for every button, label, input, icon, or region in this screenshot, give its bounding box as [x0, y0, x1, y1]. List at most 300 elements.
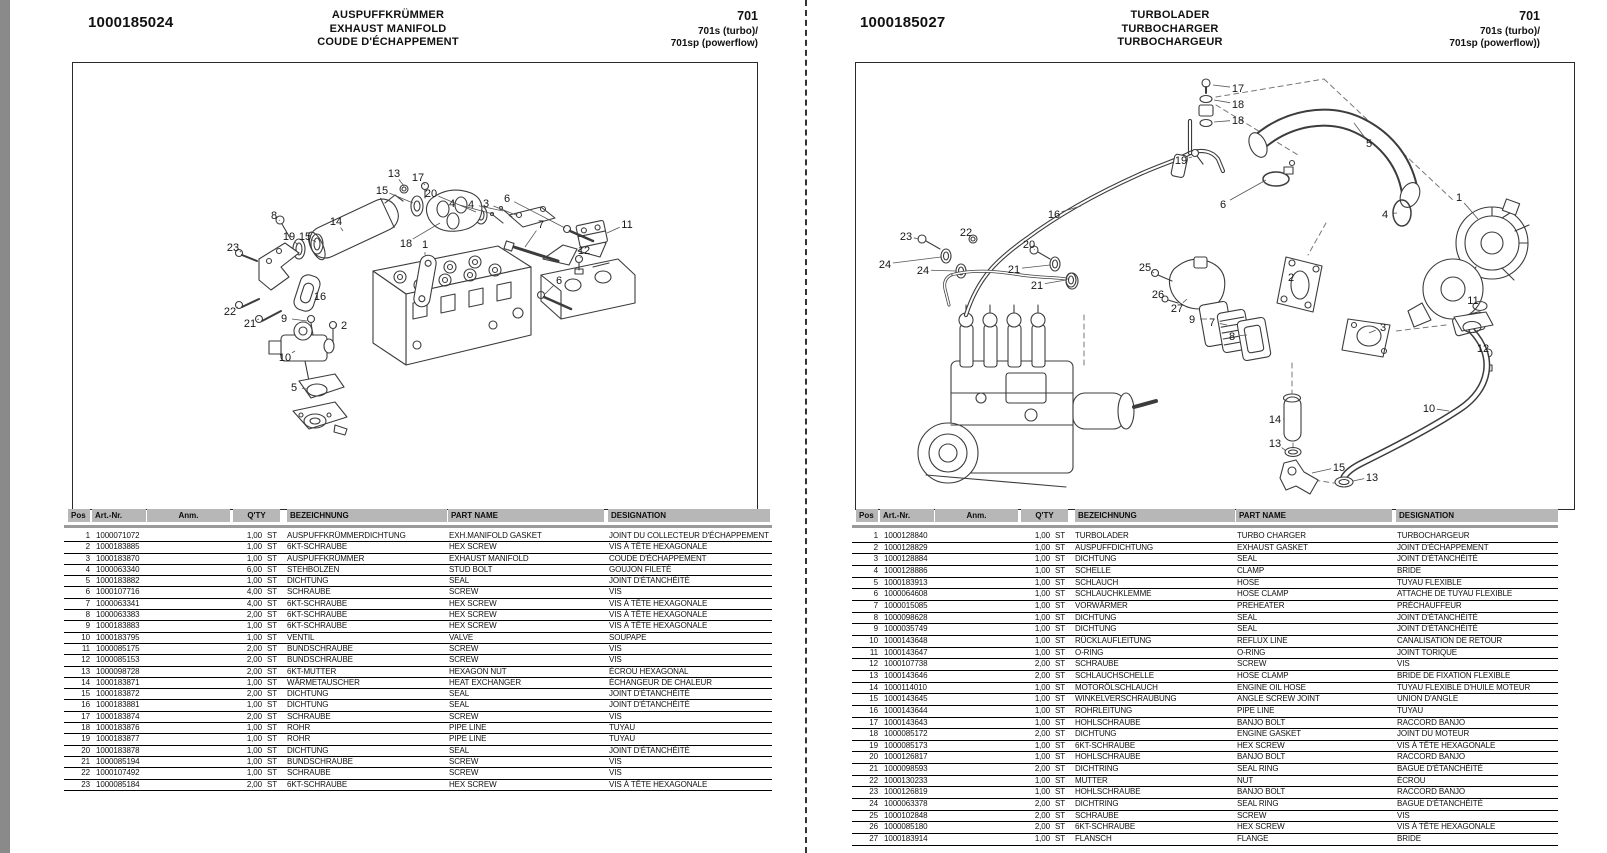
table-row	[852, 543, 1558, 555]
table-row	[64, 610, 772, 621]
qty-cell: 1,00	[1034, 775, 1050, 785]
callout-label: 19	[1174, 155, 1188, 167]
bezeichnung-cell: 6KT-SCHRAUBE	[287, 779, 348, 789]
qty-cell: 1,00	[1034, 577, 1050, 587]
pos-cell: 2	[85, 542, 90, 552]
column-header-designation: DESIGNATION	[1396, 509, 1558, 522]
callout-label: 20	[424, 188, 438, 200]
artnr-cell: 1000183874	[96, 711, 140, 721]
designation-cell: JOINT D'ÉTANCHÉITÉ	[609, 689, 690, 699]
pos-cell: 26	[869, 822, 878, 832]
unit-cell: ST	[267, 564, 278, 574]
designation-cell: VIS À TÊTE HEXAGONALE	[609, 621, 708, 631]
partname-cell: STUD BOLT	[449, 564, 493, 574]
designation-cell: JOINT D'ÉCHAPPEMENT	[1397, 542, 1489, 552]
table-row	[64, 780, 772, 791]
artnr-cell: 1000183913	[884, 577, 928, 587]
designation-cell: ÉCROU HEXAGONAL	[609, 666, 689, 676]
artnr-cell: 1000098593	[884, 764, 928, 774]
unit-cell: ST	[267, 723, 278, 733]
callout-label: 17	[1231, 83, 1245, 95]
partname-cell: SEAL	[1237, 554, 1258, 564]
qty-cell: 1,00	[1034, 787, 1050, 797]
qty-cell: 1,00	[1034, 705, 1050, 715]
bezeichnung-cell: DICHTUNG	[287, 576, 329, 586]
table-header-row	[64, 509, 772, 522]
table-row	[852, 613, 1558, 625]
table-row	[852, 729, 1558, 741]
designation-cell: ÉCHANGEUR DE CHALEUR	[609, 677, 712, 687]
table-row	[64, 633, 772, 644]
qty-cell: 2,00	[246, 689, 262, 699]
pos-cell: 8	[873, 612, 878, 622]
callout-label: 2	[1287, 272, 1295, 284]
bezeichnung-cell: DICHTUNG	[1075, 729, 1117, 739]
pos-cell: 12	[869, 659, 878, 669]
artnr-cell: 1000183870	[96, 553, 140, 563]
qty-cell: 1,00	[1034, 647, 1050, 657]
designation-cell: GOUJON FILETÉ	[609, 564, 672, 574]
table-row	[64, 667, 772, 678]
callout-label: 22	[223, 306, 237, 318]
qty-cell: 1,00	[1034, 635, 1050, 645]
artnr-cell: 1000063383	[96, 610, 140, 620]
model-line-2: 701sp (powerflow)	[670, 38, 758, 49]
artnr-cell: 1000085153	[96, 655, 140, 665]
designation-cell: VIS	[1397, 659, 1410, 669]
artnr-cell: 1000183795	[96, 632, 140, 642]
callout-label: 12	[577, 245, 591, 257]
bezeichnung-cell: BUNDSCHRAUBE	[287, 756, 353, 766]
diagram-art	[236, 183, 636, 436]
qty-cell: 1,00	[1034, 542, 1050, 552]
partname-cell: SEAL	[1237, 624, 1258, 634]
artnr-cell: 1000085173	[884, 740, 928, 750]
pos-cell: 3	[85, 553, 90, 563]
header-rule	[852, 525, 1558, 528]
partname-cell: HEX SCREW	[449, 542, 497, 552]
artnr-cell: 1000098628	[884, 612, 928, 622]
artnr-cell: 1000102848	[884, 810, 928, 820]
qty-cell: 2,00	[246, 711, 262, 721]
pos-cell: 2	[873, 542, 878, 552]
qty-cell: 4,00	[246, 587, 262, 597]
table-row	[852, 601, 1558, 613]
pos-cell: 7	[873, 600, 878, 610]
pos-cell: 23	[81, 779, 90, 789]
artnr-cell: 1000107738	[884, 659, 928, 669]
exploded-diagram-exhaust-manifold	[72, 62, 758, 510]
designation-cell: VIS À TÊTE HEXAGONALE	[609, 779, 708, 789]
unit-cell: ST	[1055, 705, 1066, 715]
qty-cell: 1,00	[1034, 589, 1050, 599]
bezeichnung-cell: DICHTUNG	[287, 745, 329, 755]
table-row	[852, 589, 1558, 601]
unit-cell: ST	[267, 587, 278, 597]
column-header-qty: Q'TY	[233, 509, 280, 522]
bezeichnung-cell: AUSPUFFDICHTUNG	[1075, 542, 1154, 552]
callout-label: 26	[1151, 289, 1165, 301]
qty-cell: 1,00	[246, 632, 262, 642]
bezeichnung-cell: O-RING	[1075, 647, 1104, 657]
bezeichnung-cell: 6KT-SCHRAUBE	[287, 610, 348, 620]
unit-cell: ST	[267, 655, 278, 665]
partname-cell: PIPE LINE	[1237, 705, 1275, 715]
artnr-cell: 1000085175	[96, 643, 140, 653]
pos-cell: 13	[81, 666, 90, 676]
bezeichnung-cell: SCHRAUBE	[287, 768, 331, 778]
unit-cell: ST	[267, 531, 278, 540]
unit-cell: ST	[267, 711, 278, 721]
partname-cell: PIPE LINE	[449, 723, 487, 733]
partname-cell: SEAL RING	[1237, 799, 1279, 809]
bezeichnung-cell: 6KT-SCHRAUBE	[1075, 822, 1136, 832]
artnr-cell: 1000126819	[884, 787, 928, 797]
unit-cell: ST	[1055, 682, 1066, 692]
pos-cell: 1	[873, 531, 878, 540]
callout-leader-line	[931, 270, 956, 271]
bezeichnung-cell: BUNDSCHRAUBE	[287, 643, 353, 653]
qty-cell: 1,00	[1034, 717, 1050, 727]
artnr-cell: 1000126817	[884, 752, 928, 762]
artnr-cell: 1000063340	[96, 564, 140, 574]
artnr-cell: 1000064608	[884, 589, 928, 599]
pos-cell: 5	[85, 576, 90, 586]
table-row	[852, 834, 1558, 846]
partname-cell: PREHEATER	[1237, 600, 1285, 610]
pos-cell: 21	[869, 764, 878, 774]
partname-cell: SCREW	[449, 711, 479, 721]
artnr-cell: 1000183872	[96, 689, 140, 699]
callout-label: 3	[1379, 322, 1387, 334]
designation-cell: BRIDE	[1397, 834, 1421, 844]
callout-label: 9	[280, 313, 288, 325]
pos-cell: 18	[81, 723, 90, 733]
artnr-cell: 1000128886	[884, 565, 928, 575]
artnr-cell: 1000183876	[96, 723, 140, 733]
bezeichnung-cell: ROHRLEITUNG	[1075, 705, 1133, 715]
bezeichnung-cell: AUSPUFFKRÜMMERDICHTUNG	[287, 531, 406, 540]
table-row	[852, 706, 1558, 718]
designation-cell: JOINT D'ÉTANCHÉITÉ	[609, 745, 690, 755]
unit-cell: ST	[267, 756, 278, 766]
bezeichnung-cell: DICHTUNG	[1075, 612, 1117, 622]
bezeichnung-cell: 6KT-SCHRAUBE	[1075, 740, 1136, 750]
page-divider-dashed-line	[805, 0, 807, 853]
bezeichnung-cell: HOHLSCHRAUBE	[1075, 717, 1141, 727]
partname-cell: SEAL	[449, 689, 470, 699]
pos-cell: 14	[869, 682, 878, 692]
designation-cell: JOINT DU COLLECTEUR D'ÉCHAPPEMENT	[609, 531, 769, 540]
designation-cell: RACCORD BANJO	[1397, 717, 1466, 727]
qty-cell: 1,00	[1034, 531, 1050, 540]
pos-cell: 18	[869, 729, 878, 739]
table-row	[64, 723, 772, 734]
callout-label: 5	[290, 382, 298, 394]
unit-cell: ST	[267, 779, 278, 789]
callout-leader-line	[1189, 157, 1192, 158]
diagram-svg	[73, 63, 757, 509]
partname-cell: EXHAUST MANIFOLD	[449, 553, 529, 563]
bezeichnung-cell: DICHTUNG	[287, 689, 329, 699]
unit-cell: ST	[267, 768, 278, 778]
partname-cell: SCREW	[449, 655, 479, 665]
callout-leader-line	[1022, 265, 1050, 268]
diagram-art	[918, 79, 1529, 494]
callout-label: 22	[959, 227, 973, 239]
callout-label: 8	[270, 210, 278, 222]
table-row	[64, 746, 772, 757]
callout-label: 10	[1422, 403, 1436, 415]
partname-cell: HEX SCREW	[449, 610, 497, 620]
designation-cell: VIS	[609, 756, 622, 766]
partname-cell: SEAL	[449, 576, 470, 586]
table-row	[64, 712, 772, 723]
partname-cell: NUT	[1237, 775, 1254, 785]
model-line-2: 701sp (powerflow))	[1449, 38, 1540, 49]
artnr-cell: 1000107492	[96, 768, 140, 778]
designation-cell: VIS À TÊTE HEXAGONALE	[609, 610, 708, 620]
partname-cell: SEAL	[1237, 612, 1258, 622]
qty-cell: 1,00	[1034, 554, 1050, 564]
callout-leader-line	[1045, 280, 1066, 284]
partname-cell: HOSE	[1237, 577, 1260, 587]
unit-cell: ST	[1055, 799, 1066, 809]
designation-cell: BAGUE D'ÉTANCHÉITÉ	[1397, 764, 1483, 774]
bezeichnung-cell: SCHRAUBE	[287, 587, 331, 597]
bezeichnung-cell: 6KT-SCHRAUBE	[287, 542, 348, 552]
callout-leader-line	[279, 220, 280, 221]
artnr-cell: 1000130233	[884, 775, 928, 785]
qty-cell: 1,00	[1034, 624, 1050, 634]
designation-cell: CANALISATION DE RETOUR	[1397, 635, 1503, 645]
designation-cell: ÉCROU	[1397, 775, 1426, 785]
qty-cell: 2,00	[1034, 670, 1050, 680]
callout-label: 9	[1188, 314, 1196, 326]
partname-cell: HEX SCREW	[1237, 740, 1285, 750]
page-number-block-left	[558, 9, 758, 50]
designation-cell: JOINT DU MOTEUR	[1397, 729, 1470, 739]
designation-cell: VIS	[609, 587, 622, 597]
model-line-1: 701s (turbo)/	[697, 26, 758, 37]
artnr-cell: 1000085172	[884, 729, 928, 739]
callout-leader-line	[1312, 469, 1331, 473]
designation-cell: JOINT D'ÉTANCHÉITÉ	[609, 576, 690, 586]
callout-label: 25	[1138, 262, 1152, 274]
unit-cell: ST	[267, 621, 278, 631]
pos-cell: 15	[81, 689, 90, 699]
pos-cell: 24	[869, 799, 878, 809]
callout-leader-line	[493, 206, 516, 215]
bezeichnung-cell: DICHTUNG	[1075, 624, 1117, 634]
artnr-cell: 1000035749	[884, 624, 928, 634]
designation-cell: BRIDE DE FIXATION FLEXIBLE	[1397, 670, 1511, 680]
bezeichnung-cell: WINKELVERSCHRAUBUNG	[1075, 694, 1177, 704]
callout-leader-line	[413, 223, 440, 239]
callout-label: 6	[1219, 199, 1227, 211]
partname-cell: PIPE LINE	[449, 734, 487, 744]
table-row	[852, 578, 1558, 590]
unit-cell: ST	[1055, 565, 1066, 575]
unit-cell: ST	[267, 598, 278, 608]
partname-cell: HEX SCREW	[449, 779, 497, 789]
pos-cell: 13	[869, 670, 878, 680]
designation-cell: TURBOCHARGEUR	[1397, 531, 1470, 540]
unit-cell: ST	[267, 745, 278, 755]
bezeichnung-cell: TURBOLADER	[1075, 531, 1129, 540]
unit-cell: ST	[1055, 822, 1066, 832]
bezeichnung-cell: SCHLAUCHSCHELLE	[1075, 670, 1154, 680]
partname-cell: BANJO BOLT	[1237, 752, 1286, 762]
partname-cell: EXH.MANIFOLD GASKET	[449, 531, 542, 540]
unit-cell: ST	[1055, 554, 1066, 564]
callout-label: 11	[621, 219, 633, 231]
column-header-qty: Q'TY	[1021, 509, 1068, 522]
table-row	[64, 689, 772, 700]
pos-cell: 19	[869, 740, 878, 750]
partname-cell: HEXAGON NUT	[449, 666, 507, 676]
column-header-bezeichnung: BEZEICHNUNG	[1075, 509, 1235, 522]
callout-leader-line	[1437, 409, 1449, 411]
partname-cell: HOSE CLAMP	[1237, 589, 1289, 599]
qty-cell: 1,00	[246, 756, 262, 766]
bezeichnung-cell: SCHRAUBE	[287, 711, 331, 721]
partname-cell: ANGLE SCREW JOINT	[1237, 694, 1320, 704]
callout-leader-line	[240, 251, 241, 252]
pos-cell: 5	[873, 577, 878, 587]
unit-cell: ST	[267, 610, 278, 620]
qty-cell: 2,00	[1034, 822, 1050, 832]
qty-cell: 2,00	[1034, 799, 1050, 809]
callout-leader-line	[1282, 448, 1285, 450]
callout-label: 1	[421, 239, 429, 251]
bezeichnung-cell: RÜCKLAUFLEITUNG	[1075, 635, 1152, 645]
callout-label: 13	[387, 168, 401, 180]
qty-cell: 1,00	[246, 745, 262, 755]
partname-cell: HEX SCREW	[449, 621, 497, 631]
callout-label: 21	[243, 318, 257, 330]
page-number: 701	[737, 9, 758, 23]
callout-label: 16	[313, 291, 327, 303]
partname-cell: FLANGE	[1237, 834, 1269, 844]
unit-cell: ST	[1055, 740, 1066, 750]
artnr-cell: 1000128829	[884, 542, 928, 552]
callout-label: 10	[278, 352, 292, 364]
qty-cell: 1,00	[1034, 740, 1050, 750]
table-row	[852, 822, 1558, 834]
callout-label: 13	[1365, 472, 1379, 484]
designation-cell: ATTACHE DE TUYAU FLEXIBLE	[1397, 589, 1513, 599]
pos-cell: 1	[85, 531, 90, 540]
pos-cell: 10	[81, 632, 90, 642]
artnr-cell: 1000183885	[96, 542, 140, 552]
partname-cell: EXHAUST GASKET	[1237, 542, 1308, 552]
callout-leader-line	[1214, 100, 1230, 103]
designation-cell: VIS À TÊTE HEXAGONALE	[1397, 822, 1496, 832]
callout-leader-line	[525, 231, 536, 247]
scan-edge-strip	[0, 0, 10, 853]
callout-label: 18	[1231, 99, 1245, 111]
callout-label: 4	[1381, 209, 1389, 221]
designation-cell: VIS À TÊTE HEXAGONALE	[1397, 740, 1496, 750]
table-row	[64, 599, 772, 610]
artnr-cell: 1000071072	[96, 531, 140, 540]
callout-label: 23	[899, 231, 913, 243]
table-row	[852, 554, 1558, 566]
bezeichnung-cell: ROHR	[287, 723, 311, 733]
artnr-cell: 1000143648	[884, 635, 928, 645]
bezeichnung-cell: DICHTUNG	[1075, 554, 1117, 564]
pos-cell: 20	[869, 752, 878, 762]
qty-cell: 2,00	[1034, 810, 1050, 820]
qty-cell: 1,00	[246, 621, 262, 631]
unit-cell: ST	[267, 632, 278, 642]
callout-label: 27	[1170, 303, 1184, 315]
pos-cell: 20	[81, 745, 90, 755]
partname-cell: SCREW	[449, 756, 479, 766]
callout-label: 11	[1467, 295, 1479, 307]
table-row	[64, 644, 772, 655]
partname-cell: BANJO BOLT	[1237, 787, 1286, 797]
artnr-cell: 1000063378	[884, 799, 928, 809]
qty-cell: 4,00	[246, 598, 262, 608]
pos-cell: 8	[85, 610, 90, 620]
artnr-cell: 1000143644	[884, 705, 928, 715]
callout-label: 5	[1365, 138, 1373, 150]
pos-cell: 3	[873, 554, 878, 564]
column-header-anm: Anm.	[935, 509, 1018, 522]
artnr-cell: 1000143643	[884, 717, 928, 727]
bezeichnung-cell: 6KT-SCHRAUBE	[287, 598, 348, 608]
bezeichnung-cell: DICHTRING	[1075, 764, 1119, 774]
table-row	[852, 648, 1558, 660]
callout-label: 6	[555, 275, 563, 287]
title-fr: TURBOCHARGEUR	[1117, 36, 1223, 48]
column-header-bezeichnung: BEZEICHNUNG	[287, 509, 447, 522]
artnr-cell: 1000063341	[96, 598, 140, 608]
callout-leader-line	[257, 319, 259, 320]
column-header-partname: PART NAME	[1236, 509, 1392, 522]
artnr-cell: 1000183878	[96, 745, 140, 755]
title-en: TURBOCHARGER	[1121, 22, 1219, 35]
table-row	[64, 700, 772, 711]
table-row	[852, 531, 1558, 543]
artnr-cell: 1000143646	[884, 670, 928, 680]
unit-cell: ST	[267, 700, 278, 710]
pos-cell: 9	[873, 624, 878, 634]
unit-cell: ST	[1055, 670, 1066, 680]
designation-cell: JOINT D'ÉTANCHÉITÉ	[609, 700, 690, 710]
qty-cell: 1,00	[246, 723, 262, 733]
callout-label: 21	[1007, 264, 1021, 276]
unit-cell: ST	[1055, 729, 1066, 739]
unit-cell: ST	[267, 553, 278, 563]
bezeichnung-cell: VORWÄRMER	[1075, 600, 1128, 610]
callout-label: 15	[375, 185, 389, 197]
pos-cell: 4	[85, 564, 90, 574]
callout-label: 3	[482, 198, 490, 210]
pos-cell: 16	[81, 700, 90, 710]
table-row	[852, 752, 1558, 764]
qty-cell: 2,00	[1034, 659, 1050, 669]
qty-cell: 1,00	[246, 542, 262, 552]
designation-cell: JOINT D'ÉTANCHÉITÉ	[1397, 554, 1478, 564]
partname-cell: VALVE	[449, 632, 474, 642]
designation-cell: VIS	[609, 768, 622, 778]
table-row	[852, 811, 1558, 823]
callout-label: 18	[399, 238, 413, 250]
partname-cell: SCREW	[1237, 659, 1267, 669]
